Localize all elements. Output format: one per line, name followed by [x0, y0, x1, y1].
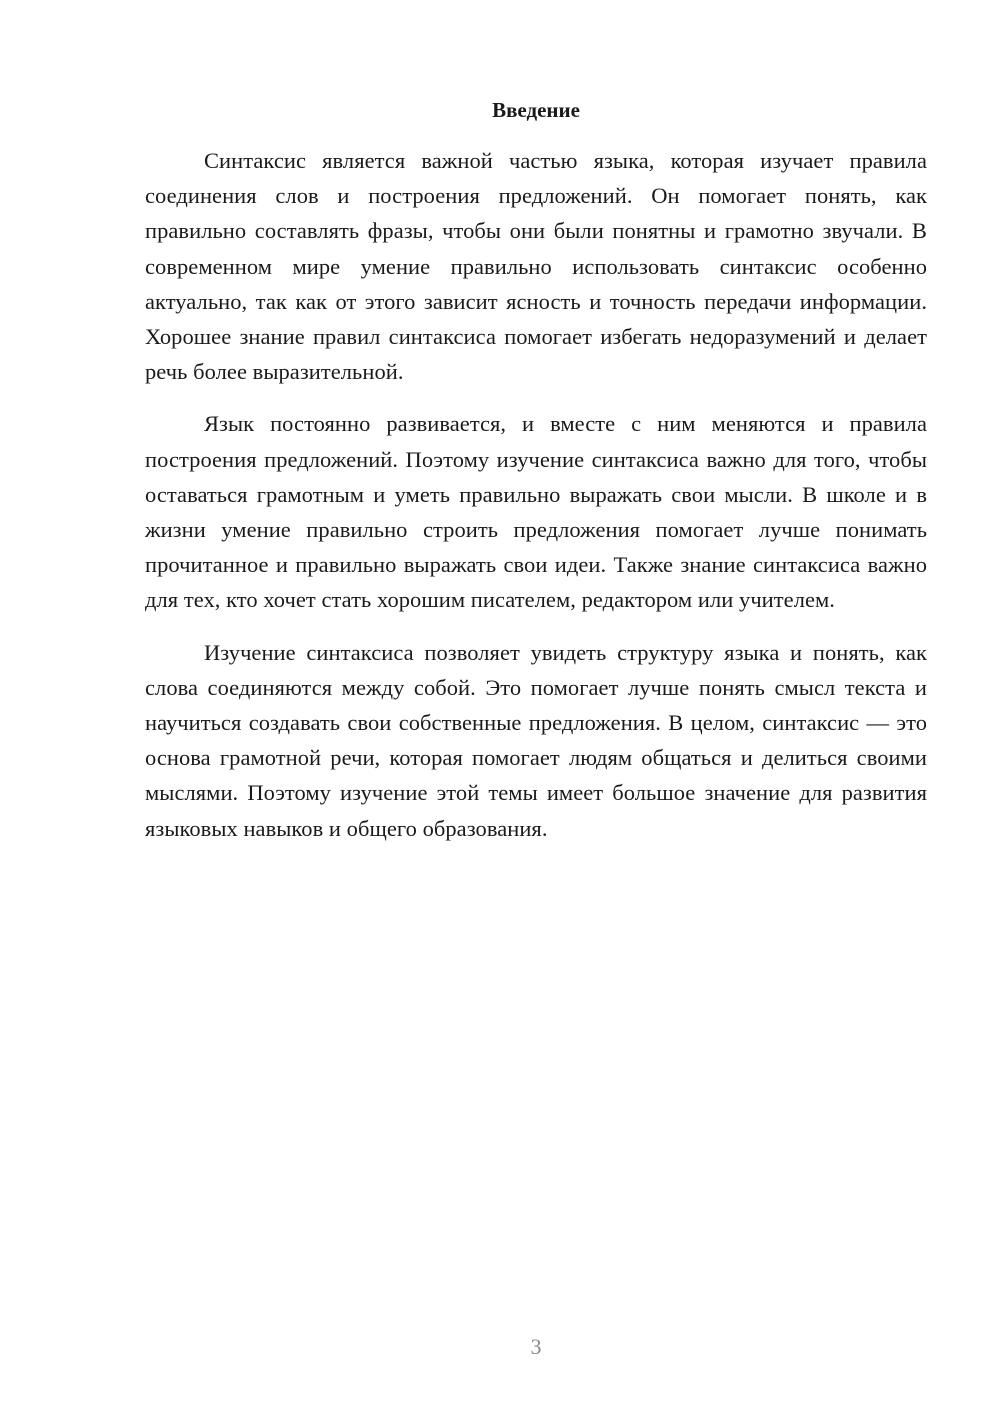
- paragraph-1: Синтаксис является важной частью языка, которая изучает правила соединения слов и построения предложений. Он помогает понять, как правильно составлять фразы, чтобы они были понятны и грамотно звучали. В современном мире умение правильно использовать синтаксис особенно актуально, так как от этого зависит ясность и точность передачи информации. Хорошее знание правил синтаксиса помогает избегать недоразумений и делает речь более выразительной.: [145, 148, 927, 385]
- paragraph-2: Язык постоянно развивается, и вместе с ним меняются и правила построения предложений. Поэтому изучение синтаксиса важно для того, чтобы оставаться грамотным и уметь правильно выражать свои мысли. В школе и в жизни умение правильно строить предложения помогает лучше понимать прочитанное и правильно выражать свои идеи. Также знание синтаксиса важно для тех, кто хочет стать хорошим писателем, редактором или учителем.: [145, 411, 927, 613]
- page-number: 3: [530, 1334, 542, 1359]
- section-heading: Введение: [492, 98, 580, 122]
- paragraph-3: Изучение синтаксиса позволяет увидеть структуру языка и понять, как слова соединяются между собой. Это помогает лучше понять смысл текста и научиться создавать свои собственные предложения. В целом, синтаксис — это основа грамотной речи, которая помогает людям общаться и делиться своими мыслями. Поэтому изучение этой темы имеет большое значение для развития языковых навыков и общего образования.: [145, 639, 927, 841]
- body-text: [145, 143, 927, 863]
